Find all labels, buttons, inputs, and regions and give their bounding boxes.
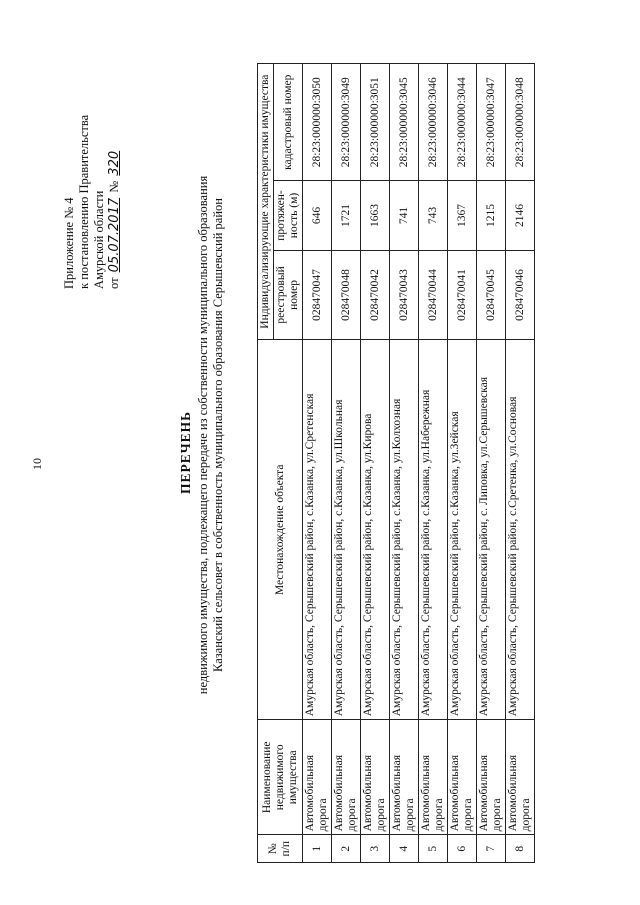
table-row <box>419 64 448 863</box>
cell-reg: 028470044 <box>419 250 448 340</box>
cell-num: 4 <box>390 835 419 863</box>
cell-length: 646 <box>303 181 332 250</box>
cell-location: Амурская область, Серышевский район, с.Казанка, ул.Колхозная <box>390 340 419 720</box>
cell-num: 3 <box>361 835 390 863</box>
cell-location: Амурская область, Серышевский район, с.Казанка, ул.Набережная <box>419 340 448 720</box>
header-location: Местонахождение объекта <box>258 340 303 720</box>
cell-reg: 028470046 <box>506 250 535 340</box>
cell-location: Амурская область, Серышевский район, с.Казанка, ул.Сретенская <box>303 340 332 720</box>
appendix-header <box>62 115 122 289</box>
table-row <box>390 64 419 863</box>
cell-length: 741 <box>390 181 419 250</box>
cell-length: 1367 <box>448 181 477 250</box>
header-length: протяжен-ность (м) <box>274 181 303 250</box>
cell-length: 1663 <box>361 181 390 250</box>
cell-cadastral: 28:23:000000:3049 <box>332 64 361 181</box>
cell-location: Амурская область, Серышевский район, с.Сретенка, ул.Сосновая <box>506 340 535 720</box>
cell-name: Автомобильная дорога <box>361 720 390 835</box>
cell-cadastral: 28:23:000000:3048 <box>506 64 535 181</box>
cell-length: 1215 <box>477 181 506 250</box>
appendix-line-2: к постановлению Правительства <box>77 114 91 289</box>
cell-cadastral: 28:23:000000:3050 <box>303 64 332 181</box>
cell-cadastral: 28:23:000000:3044 <box>448 64 477 181</box>
cell-reg: 028470042 <box>361 250 390 340</box>
cell-num: 5 <box>419 835 448 863</box>
cell-name: Автомобильная дорога <box>506 720 535 835</box>
cell-cadastral: 28:23:000000:3046 <box>419 64 448 181</box>
cell-cadastral: 28:23:000000:3051 <box>361 64 390 181</box>
cell-reg: 028470047 <box>303 250 332 340</box>
cell-length: 743 <box>419 181 448 250</box>
cell-location: Амурская область, Серышевский район, с.Казанка, ул.Школьная <box>332 340 361 720</box>
cell-num: 1 <box>303 835 332 863</box>
cell-location: Амурская область, Серышевский район, с. Липовка, ул.Серышевская <box>477 340 506 720</box>
header-characteristics: Индивидуализирующие характеристики имущества <box>258 64 274 340</box>
cell-name: Автомобильная дорога <box>303 720 332 835</box>
header-cadastral: кадастровый номер <box>274 64 303 181</box>
cell-location: Амурская область, Серышевский район, с.Казанка, ул.Кирова <box>361 340 390 720</box>
cell-num: 2 <box>332 835 361 863</box>
cell-reg: 028470048 <box>332 250 361 340</box>
cell-name: Автомобильная дорога <box>419 720 448 835</box>
appendix-line-1: Приложение № 4 <box>62 197 76 289</box>
cell-cadastral: 28:23:000000:3047 <box>477 64 506 181</box>
page-number: 10 <box>30 458 44 470</box>
cell-name: Автомобильная дорога <box>448 720 477 835</box>
property-table <box>257 63 535 863</box>
header-name: Наименование недвижимого имущества <box>258 720 303 835</box>
header-reg: реестровый номер <box>274 250 303 340</box>
cell-cadastral: 28:23:000000:3045 <box>390 64 419 181</box>
appendix-line-3: Амурской области <box>92 190 106 289</box>
table-row <box>303 64 332 863</box>
cell-reg: 028470041 <box>448 250 477 340</box>
table-row <box>506 64 535 863</box>
date-prefix: от <box>107 277 121 289</box>
cell-name: Автомобильная дорога <box>477 720 506 835</box>
appendix-date-line <box>107 115 122 289</box>
number-prefix: № <box>107 180 121 193</box>
cell-num: 7 <box>477 835 506 863</box>
handwritten-number: 320 <box>107 150 122 176</box>
table-row <box>332 64 361 863</box>
cell-length: 1721 <box>332 181 361 250</box>
cell-length: 2146 <box>506 181 535 250</box>
document-subtitle: недвижимого имущества, подлежащего передаче из собственности муниципального образования Казанский сельсовет в собственность муниципального образования Серышевский район <box>196 175 225 695</box>
cell-num: 6 <box>448 835 477 863</box>
document-title: ПЕРЕЧЕНЬ <box>178 410 193 495</box>
header-num: № п/п <box>258 835 303 863</box>
table-row <box>361 64 390 863</box>
handwritten-date: 05.07.2017 <box>107 197 122 273</box>
table-row <box>448 64 477 863</box>
cell-reg: 028470045 <box>477 250 506 340</box>
table-row <box>477 64 506 863</box>
cell-reg: 028470043 <box>390 250 419 340</box>
cell-name: Автомобильная дорога <box>390 720 419 835</box>
cell-location: Амурская область, Серышевский район, с.Казанка, ул.Зейская <box>448 340 477 720</box>
cell-name: Автомобильная дорога <box>332 720 361 835</box>
cell-num: 8 <box>506 835 535 863</box>
